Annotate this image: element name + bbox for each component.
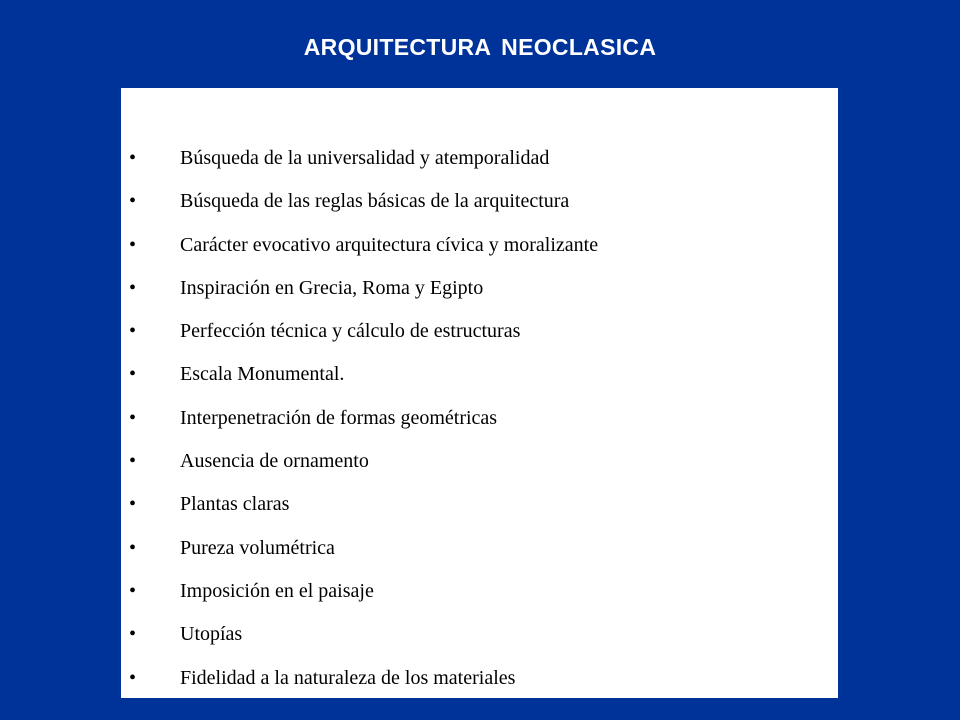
bullet-item <box>121 186 838 229</box>
bullet-text: Escala Monumental. <box>180 363 345 386</box>
bullet-icon: • <box>129 363 137 386</box>
bullet-list <box>121 143 838 706</box>
bullet-item <box>121 316 838 359</box>
bullet-text: Fidelidad a la naturaleza de los materiales <box>180 666 516 689</box>
bullet-icon: • <box>129 623 137 646</box>
bullet-text: Búsqueda de la universalidad y atemporalidad <box>180 147 550 169</box>
bullet-item <box>121 489 838 532</box>
bullet-item <box>121 143 838 186</box>
bullet-icon: • <box>129 450 137 473</box>
bullet-text: Pureza volumétrica <box>180 536 335 559</box>
bullet-item <box>121 619 838 662</box>
bullet-icon: • <box>129 320 137 343</box>
bullet-item <box>121 663 838 706</box>
bullet-text: Búsqueda de las reglas básicas de la arquitectura <box>180 190 570 213</box>
bullet-text: Carácter evocativo arquitectura cívica y moralizante <box>180 233 599 256</box>
bullet-text: Imposición en el paisaje <box>180 579 374 602</box>
bullet-icon: • <box>129 233 137 256</box>
bullet-item <box>121 403 838 446</box>
bullet-item <box>121 446 838 489</box>
bullet-text: Ausencia de ornamento <box>180 450 369 473</box>
bullet-text: Perfección técnica y cálculo de estructuras <box>180 320 521 343</box>
bullet-icon: • <box>129 147 137 169</box>
bullet-icon: • <box>129 276 137 299</box>
bullet-text: Utopías <box>180 623 243 646</box>
bullet-text: Plantas claras <box>180 493 290 516</box>
bullet-item <box>121 230 838 273</box>
bullet-item <box>121 533 838 576</box>
bullet-icon: • <box>129 493 137 516</box>
bullet-item <box>121 359 838 402</box>
slide-title: ARQUITECTURA NEOCLASICA <box>303 34 657 60</box>
bullet-icon: • <box>129 536 137 559</box>
bullet-icon: • <box>129 190 137 213</box>
bullet-icon: • <box>129 666 137 689</box>
bullet-icon: • <box>129 406 137 429</box>
bullet-icon: • <box>129 579 137 602</box>
bullet-text: Inspiración en Grecia, Roma y Egipto <box>180 276 484 299</box>
bullet-item <box>121 576 838 619</box>
bullet-item <box>121 273 838 316</box>
bullet-text: Interpenetración de formas geométricas <box>180 406 498 429</box>
content-panel <box>121 88 838 698</box>
